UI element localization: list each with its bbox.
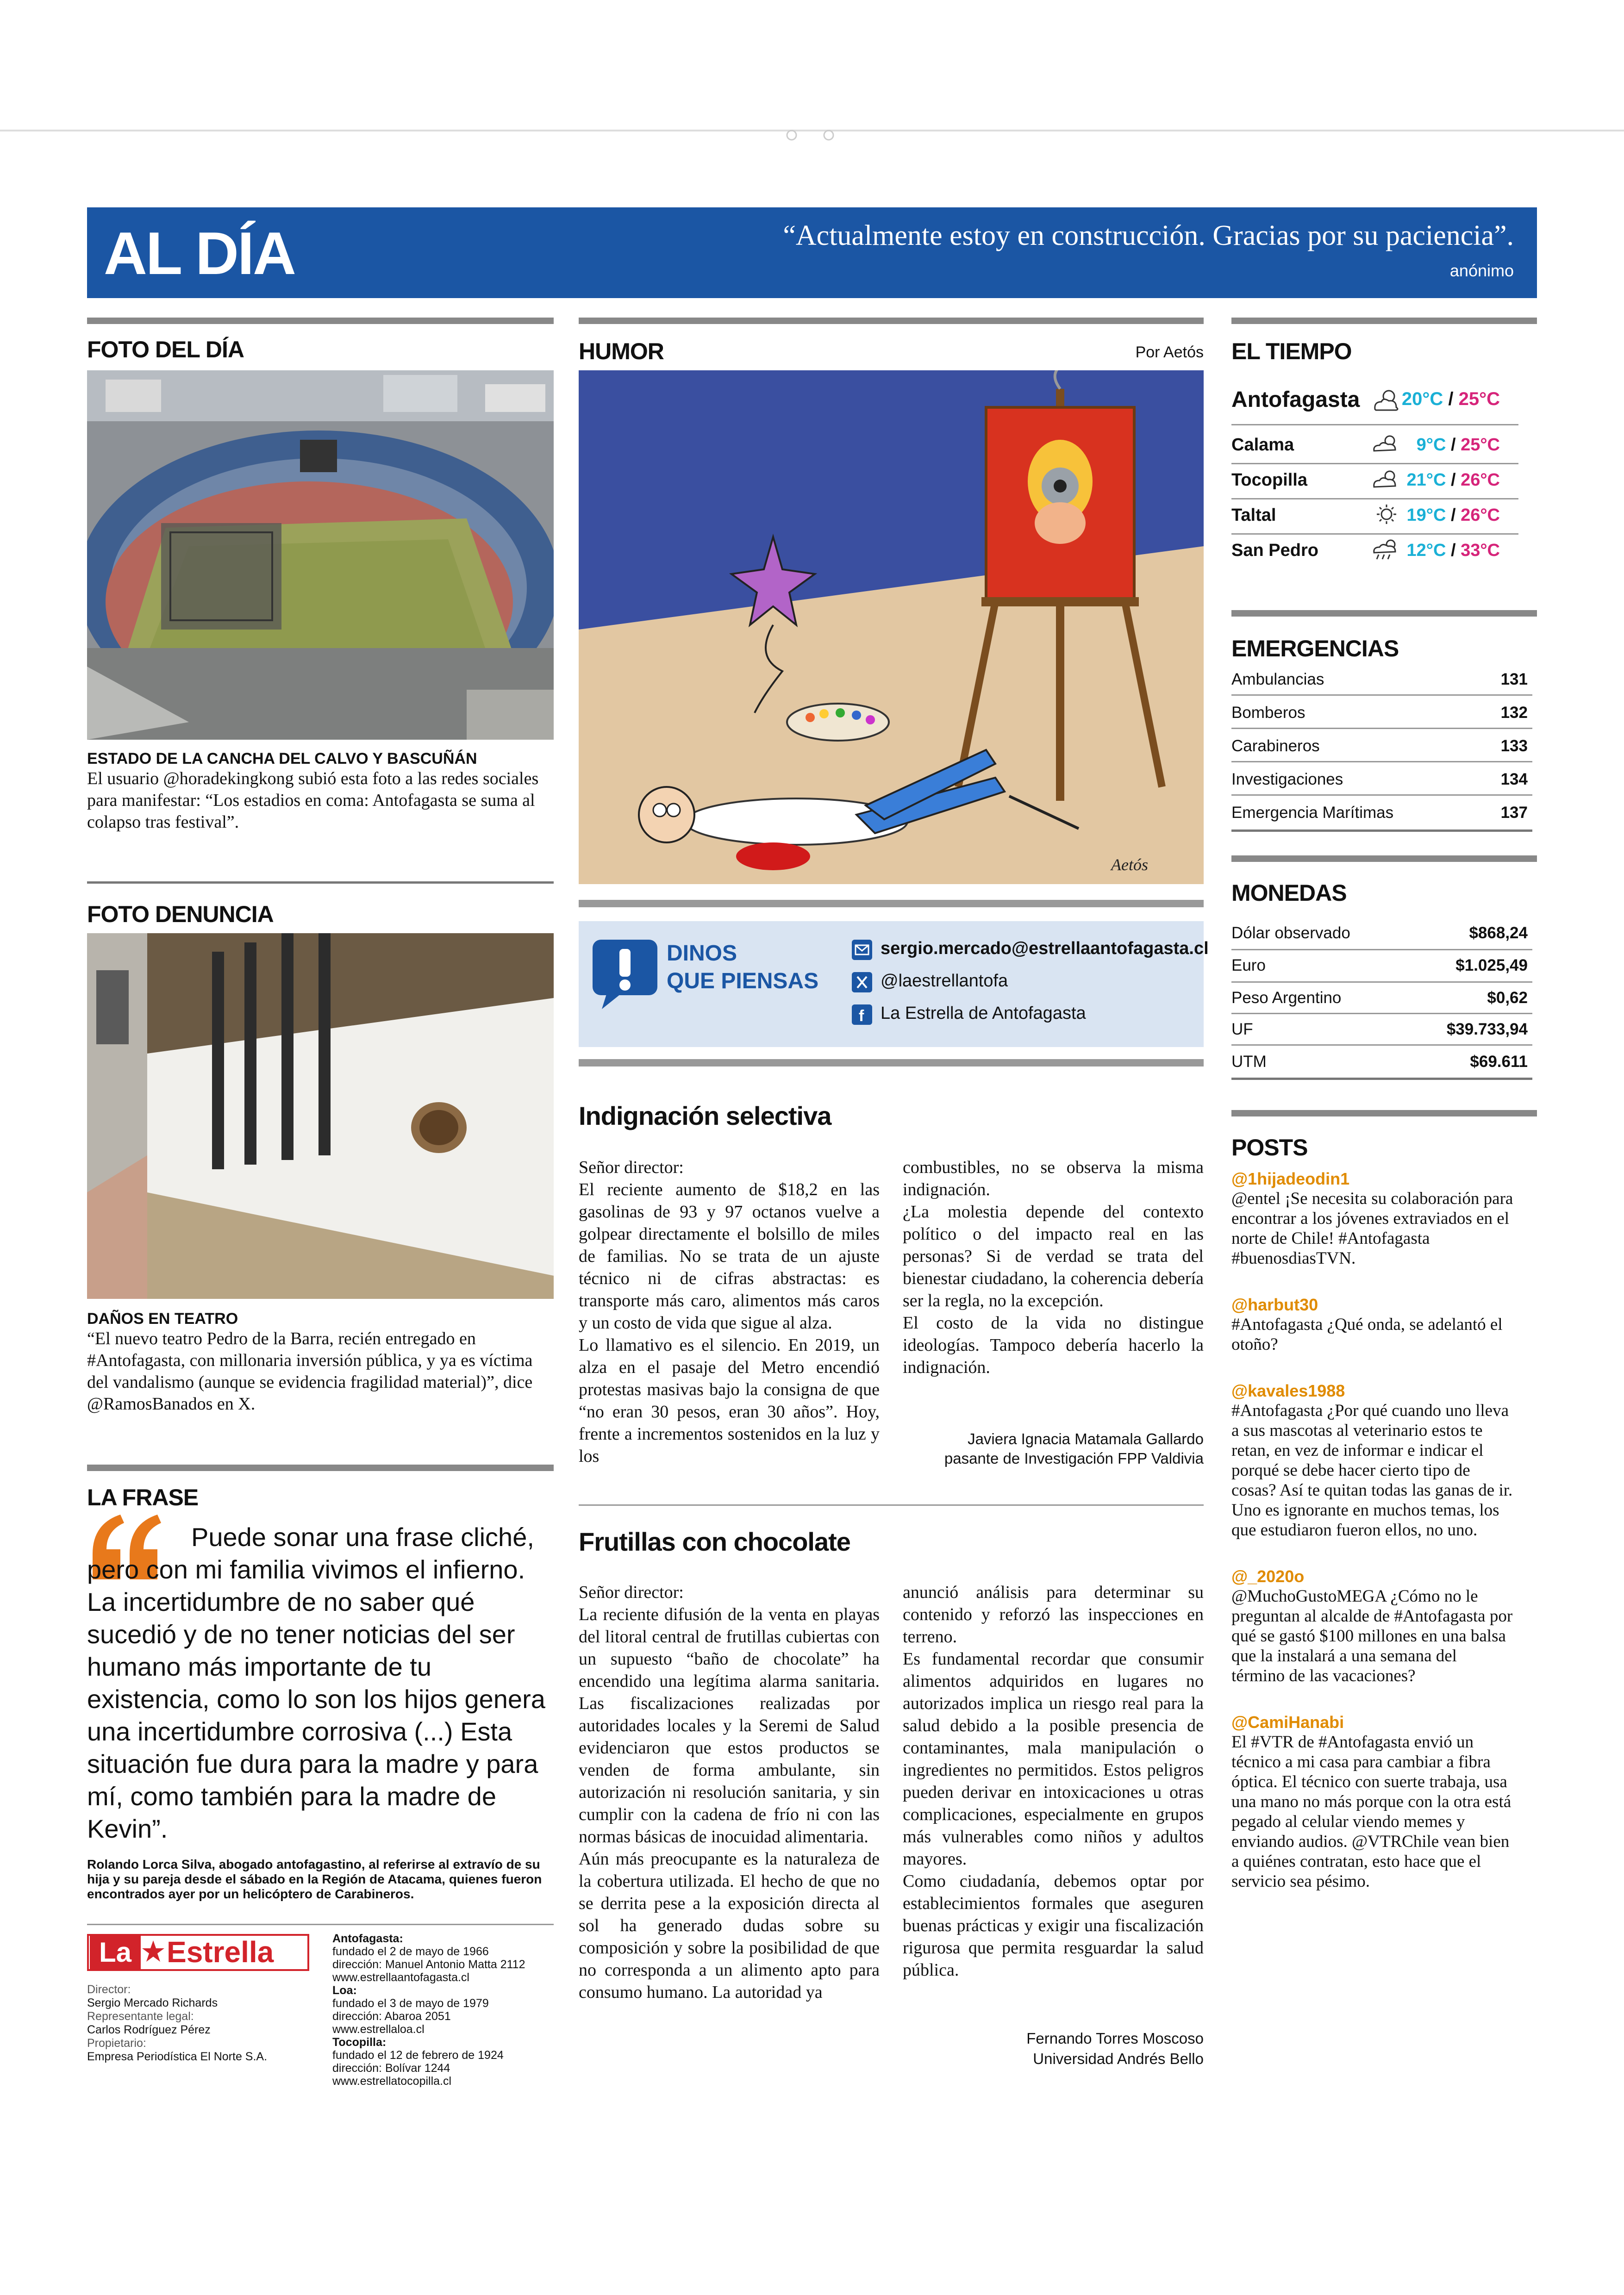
currency-label: UTM: [1231, 1053, 1267, 1071]
weather-row: [1231, 501, 1518, 533]
section-bar: [87, 1465, 554, 1471]
letter-author-role: Universidad Andrés Bello: [1033, 2050, 1204, 2067]
section-bar: [579, 318, 1204, 324]
logo-estrella: Estrella: [167, 1935, 274, 1969]
edition-founded: fundado el 2 de mayo de 1966: [332, 1945, 489, 1958]
emergency-row: [1231, 704, 1532, 736]
currency-row: [1231, 1053, 1532, 1071]
cartoon-image: [579, 370, 1204, 884]
edition-city: Antofagasta:: [332, 1932, 403, 1945]
divider: [1231, 1044, 1532, 1046]
divider: [1231, 949, 1532, 950]
section-bar: [579, 900, 1204, 907]
weather-city: Antofagasta: [1231, 387, 1360, 412]
weather-high: 26°C: [1461, 505, 1500, 525]
weather-city: Tocopilla: [1231, 470, 1307, 490]
logo-la: La: [90, 1936, 141, 1969]
header-quote: “Actualmente estoy en construcción. Gracias por su paciencia”.: [783, 220, 1514, 251]
frase-quote: Puede sonar una frase cliché, pero con mi familia vivimos el infierno. La incertidumbre de no saber qué sucedió y de no tener noticias del ser humano más importante de tu existencia, como lo son los hijos genera una incertidumbre corrosiva (...) Esta situación fue dura para la madre y para mí, como también para la madre de Kevin”.: [87, 1522, 545, 1843]
svg-text:f: f: [859, 1007, 864, 1025]
emergency-number[interactable]: 134: [1500, 770, 1528, 788]
weather-city: San Pedro: [1231, 541, 1318, 560]
foto-denuncia-caption-title: DAÑOS EN TEATRO: [87, 1310, 238, 1328]
monedas-table: [1231, 924, 1532, 1091]
letter-title: Indignación selectiva: [579, 1101, 831, 1130]
currency-label: Dólar observado: [1231, 924, 1350, 942]
weather-high: 26°C: [1461, 470, 1500, 490]
divider: [1231, 794, 1532, 796]
foto-denuncia-title: FOTO DENUNCIA: [87, 901, 274, 927]
emergency-label: Emergencia Marítimas: [1231, 804, 1394, 822]
letter-col-2: anunció análisis para determinar su contenido y reforzó las inspecciones en terreno. Es fundamental recordar que consumir alimentos adquiridos en lugares no autorizados implica un riesgo real para la salud debido a la posible presencia de contaminantes, mala manipulación o ingredientes no permitidos. Estos peligros pueden derivar en intoxicaciones u otras complicaciones, especialmente en grupos más vulnerables como niños y adultos mayores. Como ciudadanía, debemos optar por establecimientos formales que aseguren buenas prácticas y exigir una fiscalización rigurosa que permita resguardar la salud pública.: [903, 1583, 1204, 1980]
rain-icon: [1370, 538, 1403, 561]
divider: [1231, 981, 1532, 983]
dinos-title: [667, 940, 818, 995]
letter-body: La reciente difusión de la venta en playas del litoral central de frutillas cubiertas con un supuesto “baño de chocolate” ha encendido una legítima alarma sanitaria. Las fiscalizaciones realizadas por autoridades locales y la Seremi de Salud evidenciaron que estos productos se venden de forma ambulante, sin autorización ni resolución sanitaria, y sin cumplir con la cadena de frío ni con las normas básicas de inocuidad alimentaria. Aún más preocupante es la naturaleza de la cobertura utilizada. El hecho de que no se derrita pese a la exposición directa al sol ha generado dudas sobre su composición y sobre la posibilidad de que no corresponda a un alimento apto para consumo humano. La autoridad ya: [579, 1605, 880, 2002]
letter-title: Frutillas con chocolate: [579, 1527, 850, 1556]
emergency-label: Carabineros: [1231, 737, 1320, 755]
humor-title: HUMOR: [579, 338, 664, 364]
humor-byline: Por Aetós: [1135, 343, 1204, 361]
stadium-photo: [87, 370, 554, 740]
post-item: [1231, 1295, 1514, 1354]
chat-alert-icon: [593, 940, 657, 1009]
letter-col: [579, 1581, 880, 2003]
director-name: Sergio Mercado Richards: [87, 1996, 218, 2009]
weather-title: EL TIEMPO: [1231, 338, 1352, 364]
sun-icon: [1370, 503, 1403, 526]
section-bar: [1231, 1110, 1537, 1116]
edition-web[interactable]: www.estrellatocopilla.cl: [332, 2075, 452, 2088]
weather-high: 25°C: [1458, 389, 1500, 409]
letter-col: [579, 1156, 880, 1467]
weather-row: [1231, 384, 1518, 423]
letter-col-2: combustibles, no se observa la misma indignación. ¿La molestia depende del contexto político o del impacto real en las personas? Si de verdad se trata del bienestar ciudadano, la coherencia debería ser la regla, no la excepción. El costo de la vida no distingue ideologías. Tampoco debería hacerlo la indignación.: [903, 1158, 1204, 1377]
currency-label: Euro: [1231, 956, 1266, 974]
edition-web[interactable]: www.estrellaantofagasta.cl: [332, 1971, 469, 1984]
divider: [1231, 498, 1518, 499]
divider: [1231, 829, 1532, 832]
post-item: [1231, 1381, 1514, 1540]
masthead-editions: [332, 1932, 555, 2088]
weather-high: 33°C: [1461, 541, 1500, 560]
letter-salutation: Señor director:: [579, 1583, 684, 1602]
cloudy-sun-icon: [1370, 432, 1403, 455]
section-bar: [87, 318, 554, 324]
emergency-number[interactable]: 131: [1500, 670, 1528, 688]
currency-label: UF: [1231, 1020, 1253, 1038]
currency-value: $0,62: [1487, 989, 1528, 1007]
dinos-title-line2: QUE PIENSAS: [667, 969, 819, 993]
weather-low: 9°C: [1416, 435, 1446, 455]
divider: [1231, 1013, 1532, 1014]
divider: [1231, 1078, 1532, 1080]
owner-label: Propietario:: [87, 2037, 146, 2050]
foto-dia-caption-title: ESTADO DE LA CANCHA DEL CALVO Y BASCUÑÁN: [87, 750, 477, 767]
la-frase-title: LA FRASE: [87, 1484, 199, 1510]
rep-label: Representante legal:: [87, 2010, 194, 2023]
weather-row: [1231, 466, 1518, 498]
foto-denuncia-caption-block: [87, 1310, 554, 1415]
divider: [1231, 424, 1518, 425]
x-icon: [852, 972, 872, 992]
divider: [1231, 533, 1518, 535]
edition-address: dirección: Manuel Antonio Matta 2112: [332, 1958, 525, 1971]
post-text: @MuchoGustoMEGA ¿Cómo no le preguntan al alcalde de #Antofagasta por qué se gastó $100 millones en una balsa que la instalará a una semana del término de las vacaciones?: [1231, 1587, 1513, 1685]
emergency-label: Investigaciones: [1231, 770, 1343, 788]
frase-attribution: Rolando Lorca Silva, abogado antofagastino, al referirse al extravío de su hija y su pareja desde el sábado en la Región de Atacama, quienes fueron encontrados ayer por un helicóptero de Carabineros.: [87, 1857, 542, 1901]
logo: [87, 1934, 309, 1971]
weather-city: Calama: [1231, 435, 1294, 455]
weather-low: 19°C: [1406, 505, 1446, 525]
dinos-x-handle[interactable]: @laestrellantofa: [881, 971, 1008, 991]
weather-city: Taltal: [1231, 505, 1276, 525]
letter-salutation: Señor director:: [579, 1158, 684, 1177]
partly-cloudy-icon: [1370, 468, 1403, 491]
currency-row: [1231, 989, 1532, 1007]
letter-body: El reciente aumento de $18,2 en las gasolinas de 93 y 97 octanos vuelve a golpear directamente el bolsillo de miles de familias. No se trata de un ajuste técnico ni de cifras abstractas: es transporte más caro, alimentos más caros y un costo de vida que sigue al alza. Lo llamativo es el silencio. En 2019, un alza en el pasaje del Metro encendió protestas masivas bajo la consigna de que “no eran 30 pesos, eran 30 años”. Hoy, frente a incrementos sostenidos en la luz y los: [579, 1180, 880, 1466]
section-bar: [1231, 855, 1537, 862]
letter-signature: [903, 2028, 1204, 2069]
rep-name: Carlos Rodríguez Pérez: [87, 2023, 211, 2036]
post-item: [1231, 1169, 1514, 1268]
weather-sep: /: [1448, 389, 1454, 409]
currency-value: $868,24: [1469, 924, 1528, 942]
director-label: Director:: [87, 1983, 131, 1996]
scroll-right-icon[interactable]: [819, 130, 838, 143]
letter-signature: [903, 1429, 1204, 1468]
edition-address: dirección: Abaroa 2051: [332, 2010, 451, 2023]
header-bar: [87, 207, 1537, 298]
edition-founded: fundado el 12 de febrero de 1924: [332, 2049, 504, 2062]
scroll-left-icon[interactable]: [782, 130, 801, 143]
divider: [87, 881, 554, 884]
foto-dia-caption-block: [87, 750, 554, 833]
edition-address: dirección: Bolívar 1244: [332, 2062, 450, 2075]
weather-sep: /: [1450, 541, 1456, 560]
page-title: AL DÍA: [104, 219, 295, 287]
owner-name: Empresa Periodística El Norte S.A.: [87, 2050, 268, 2063]
edition-city: Tocopilla:: [332, 2036, 387, 2049]
foto-denuncia-caption: “El nuevo teatro Pedro de la Barra, recién entregado en #Antofagasta, con millonaria inversión pública, y ya es víctima del vandalismo (aunque se evidencia fragilidad material)”, dice @RamosBanados en X.: [87, 1329, 533, 1414]
foto-dia-title: FOTO DEL DÍA: [87, 337, 244, 362]
weather-sep: /: [1450, 435, 1456, 455]
currency-label: Peso Argentino: [1231, 989, 1342, 1007]
partly-cloudy-icon: [1370, 386, 1403, 409]
section-bar: [1231, 610, 1537, 617]
post-text: #Antofagasta ¿Qué onda, se adelantó el otoño?: [1231, 1315, 1503, 1354]
letter-author: Javiera Ignacia Matamala Gallardo: [968, 1430, 1204, 1447]
currency-row: [1231, 956, 1532, 975]
post-user[interactable]: @CamiHanabi: [1231, 1713, 1344, 1732]
post-item: [1231, 1567, 1514, 1686]
divider: [579, 1504, 1204, 1506]
header-quote-author: anónimo: [1449, 261, 1514, 280]
divider: [87, 1924, 554, 1925]
masthead-credits: [87, 1983, 305, 2064]
monedas-title: MONEDAS: [1231, 880, 1347, 906]
section-bar: [1231, 318, 1537, 324]
dinos-box: [579, 921, 1209, 1047]
emergency-row: [1231, 737, 1532, 769]
post-user[interactable]: @kavales1988: [1231, 1381, 1345, 1400]
edition-founded: fundado el 3 de mayo de 1979: [332, 1997, 489, 2010]
emergency-number[interactable]: 133: [1500, 737, 1528, 755]
currency-value: $1.025,49: [1455, 956, 1528, 974]
letter-author: Fernando Torres Moscoso: [1026, 2030, 1204, 2047]
email-icon: [852, 940, 872, 960]
emergency-row: [1231, 770, 1532, 803]
edition-web[interactable]: www.estrellaloa.cl: [332, 2023, 425, 2036]
divider: [1231, 761, 1532, 762]
emergency-label: Bomberos: [1231, 704, 1305, 722]
letter-author-role: pasante de Investigación FPP Valdivia: [944, 1450, 1204, 1467]
dinos-title-line1: DINOS: [667, 941, 737, 966]
facebook-icon: [852, 1004, 872, 1025]
emergency-row: [1231, 670, 1532, 703]
weather-low: 12°C: [1406, 541, 1446, 560]
emergency-label: Ambulancias: [1231, 670, 1324, 688]
currency-value: $69.611: [1470, 1053, 1528, 1071]
foto-dia-caption: El usuario @horadekingkong subió esta foto a las redes sociales para manifestar: “Los estadios en coma: Antofagasta se suma al colapso tras festival”.: [87, 769, 539, 832]
post-user[interactable]: @harbut30: [1231, 1295, 1318, 1314]
divider: [1231, 463, 1518, 464]
star-icon: [142, 1940, 165, 1963]
weather-sep: /: [1450, 470, 1456, 490]
weather-row: [1231, 430, 1518, 463]
emergencias-title: EMERGENCIAS: [1231, 636, 1399, 661]
currency-row: [1231, 924, 1532, 942]
weather-row: [1231, 536, 1518, 568]
post-user[interactable]: @_2020o: [1231, 1567, 1305, 1586]
post-item: [1231, 1713, 1514, 1891]
weather-low: 21°C: [1406, 470, 1446, 490]
theatre-photo: [87, 933, 554, 1299]
posts-title: POSTS: [1231, 1135, 1308, 1160]
post-text: #Antofagasta ¿Por qué cuando uno lleva a sus mascotas al veterinario estos te retan, en vez de informar e indicar el porqué se debe hacer cierto tipo de cosas? Así te quitan todas las ganas de ir. Uno es ignorante en muchos temas, los que estudiaron fueron ellos, no uno.: [1231, 1401, 1513, 1540]
edition-city: Loa:: [332, 1984, 357, 1997]
emergency-number[interactable]: 137: [1500, 804, 1528, 822]
divider: [1231, 694, 1532, 696]
dinos-facebook[interactable]: La Estrella de Antofagasta: [881, 1004, 1086, 1023]
weather-high: 25°C: [1461, 435, 1500, 455]
divider: [1231, 728, 1532, 729]
currency-row: [1231, 1020, 1532, 1039]
emergencias-table: [1231, 670, 1532, 837]
weather-low: 20°C: [1401, 389, 1443, 409]
posts-list: [1231, 1169, 1514, 1891]
emergency-number[interactable]: 132: [1500, 704, 1528, 722]
post-user[interactable]: @1hijadeodin1: [1231, 1169, 1350, 1188]
section-bar: [579, 1059, 1204, 1066]
cartoon-signature: Aetós: [1111, 855, 1148, 874]
post-text: @entel ¡Se necesita su colaboración para encontrar a los jóvenes extraviados en el norte de Chile! #Antofagasta #buenosdiasTVN.: [1231, 1189, 1513, 1268]
dinos-email[interactable]: sergio.mercado@estrellaantofagasta.cl: [881, 939, 1209, 958]
weather-sep: /: [1450, 505, 1456, 525]
currency-value: $39.733,94: [1446, 1020, 1528, 1038]
post-text: El #VTR de #Antofagasta envió un técnico a mi casa para cambiar a fibra óptica. El técnico con suerte trabaja, usa una mano no más porque con la otra está pegado al celular viendo memes y enviando audios. @VTRChile vean bien a quiénes contratan, esto hace que el servicio sea pésimo.: [1231, 1733, 1512, 1891]
